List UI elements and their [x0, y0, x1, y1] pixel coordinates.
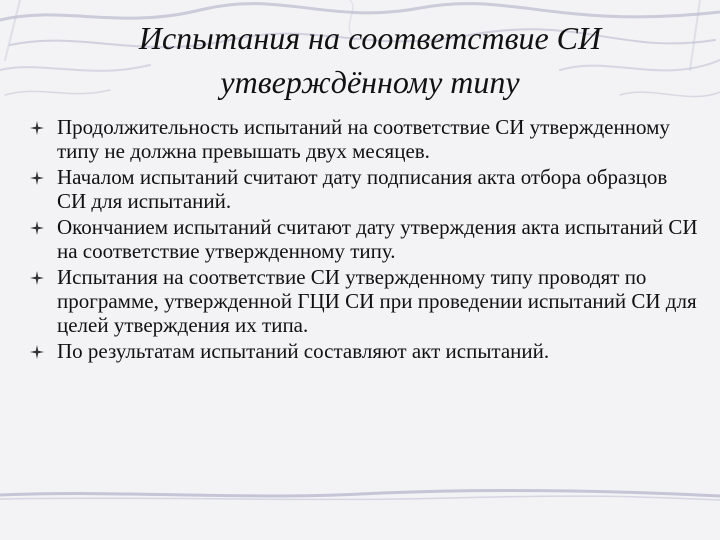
bullet-text: Испытания на соответствие СИ утвержденному типу проводят по программе, утвержденной ГЦИ СИ при проведении испытаний СИ для целей утверждения их типа. [57, 265, 697, 337]
bullet-text: Началом испытаний считают дату подписания акта отбора образцов СИ для испытаний. [57, 165, 668, 213]
four-point-star-icon [30, 271, 44, 285]
four-point-star-icon [30, 345, 44, 359]
four-point-star-icon [30, 221, 44, 235]
bullet-item [30, 165, 700, 213]
bottom-decorative-rule [0, 488, 720, 502]
bullet-text: Окончанием испытаний считают дату утверждения акта испытаний СИ на соответствие утвержденному типу. [57, 215, 698, 263]
bullet-text: Продолжительность испытаний на соответствие СИ утвержденному типу не должна превышать двух месяцев. [57, 115, 670, 163]
bullet-item [30, 265, 700, 337]
four-point-star-icon [30, 171, 44, 185]
four-point-star-icon [30, 121, 44, 135]
bullet-text: По результатам испытаний составляют акт испытаний. [57, 339, 550, 363]
bullet-item [30, 215, 700, 263]
bullet-item [30, 339, 700, 363]
slide-title [60, 16, 680, 104]
bullet-item [30, 115, 700, 163]
title-line-2: утверждённому типу [220, 64, 520, 100]
bullet-list [30, 115, 700, 365]
title-line-1: Испытания на соответствие СИ [138, 20, 602, 56]
